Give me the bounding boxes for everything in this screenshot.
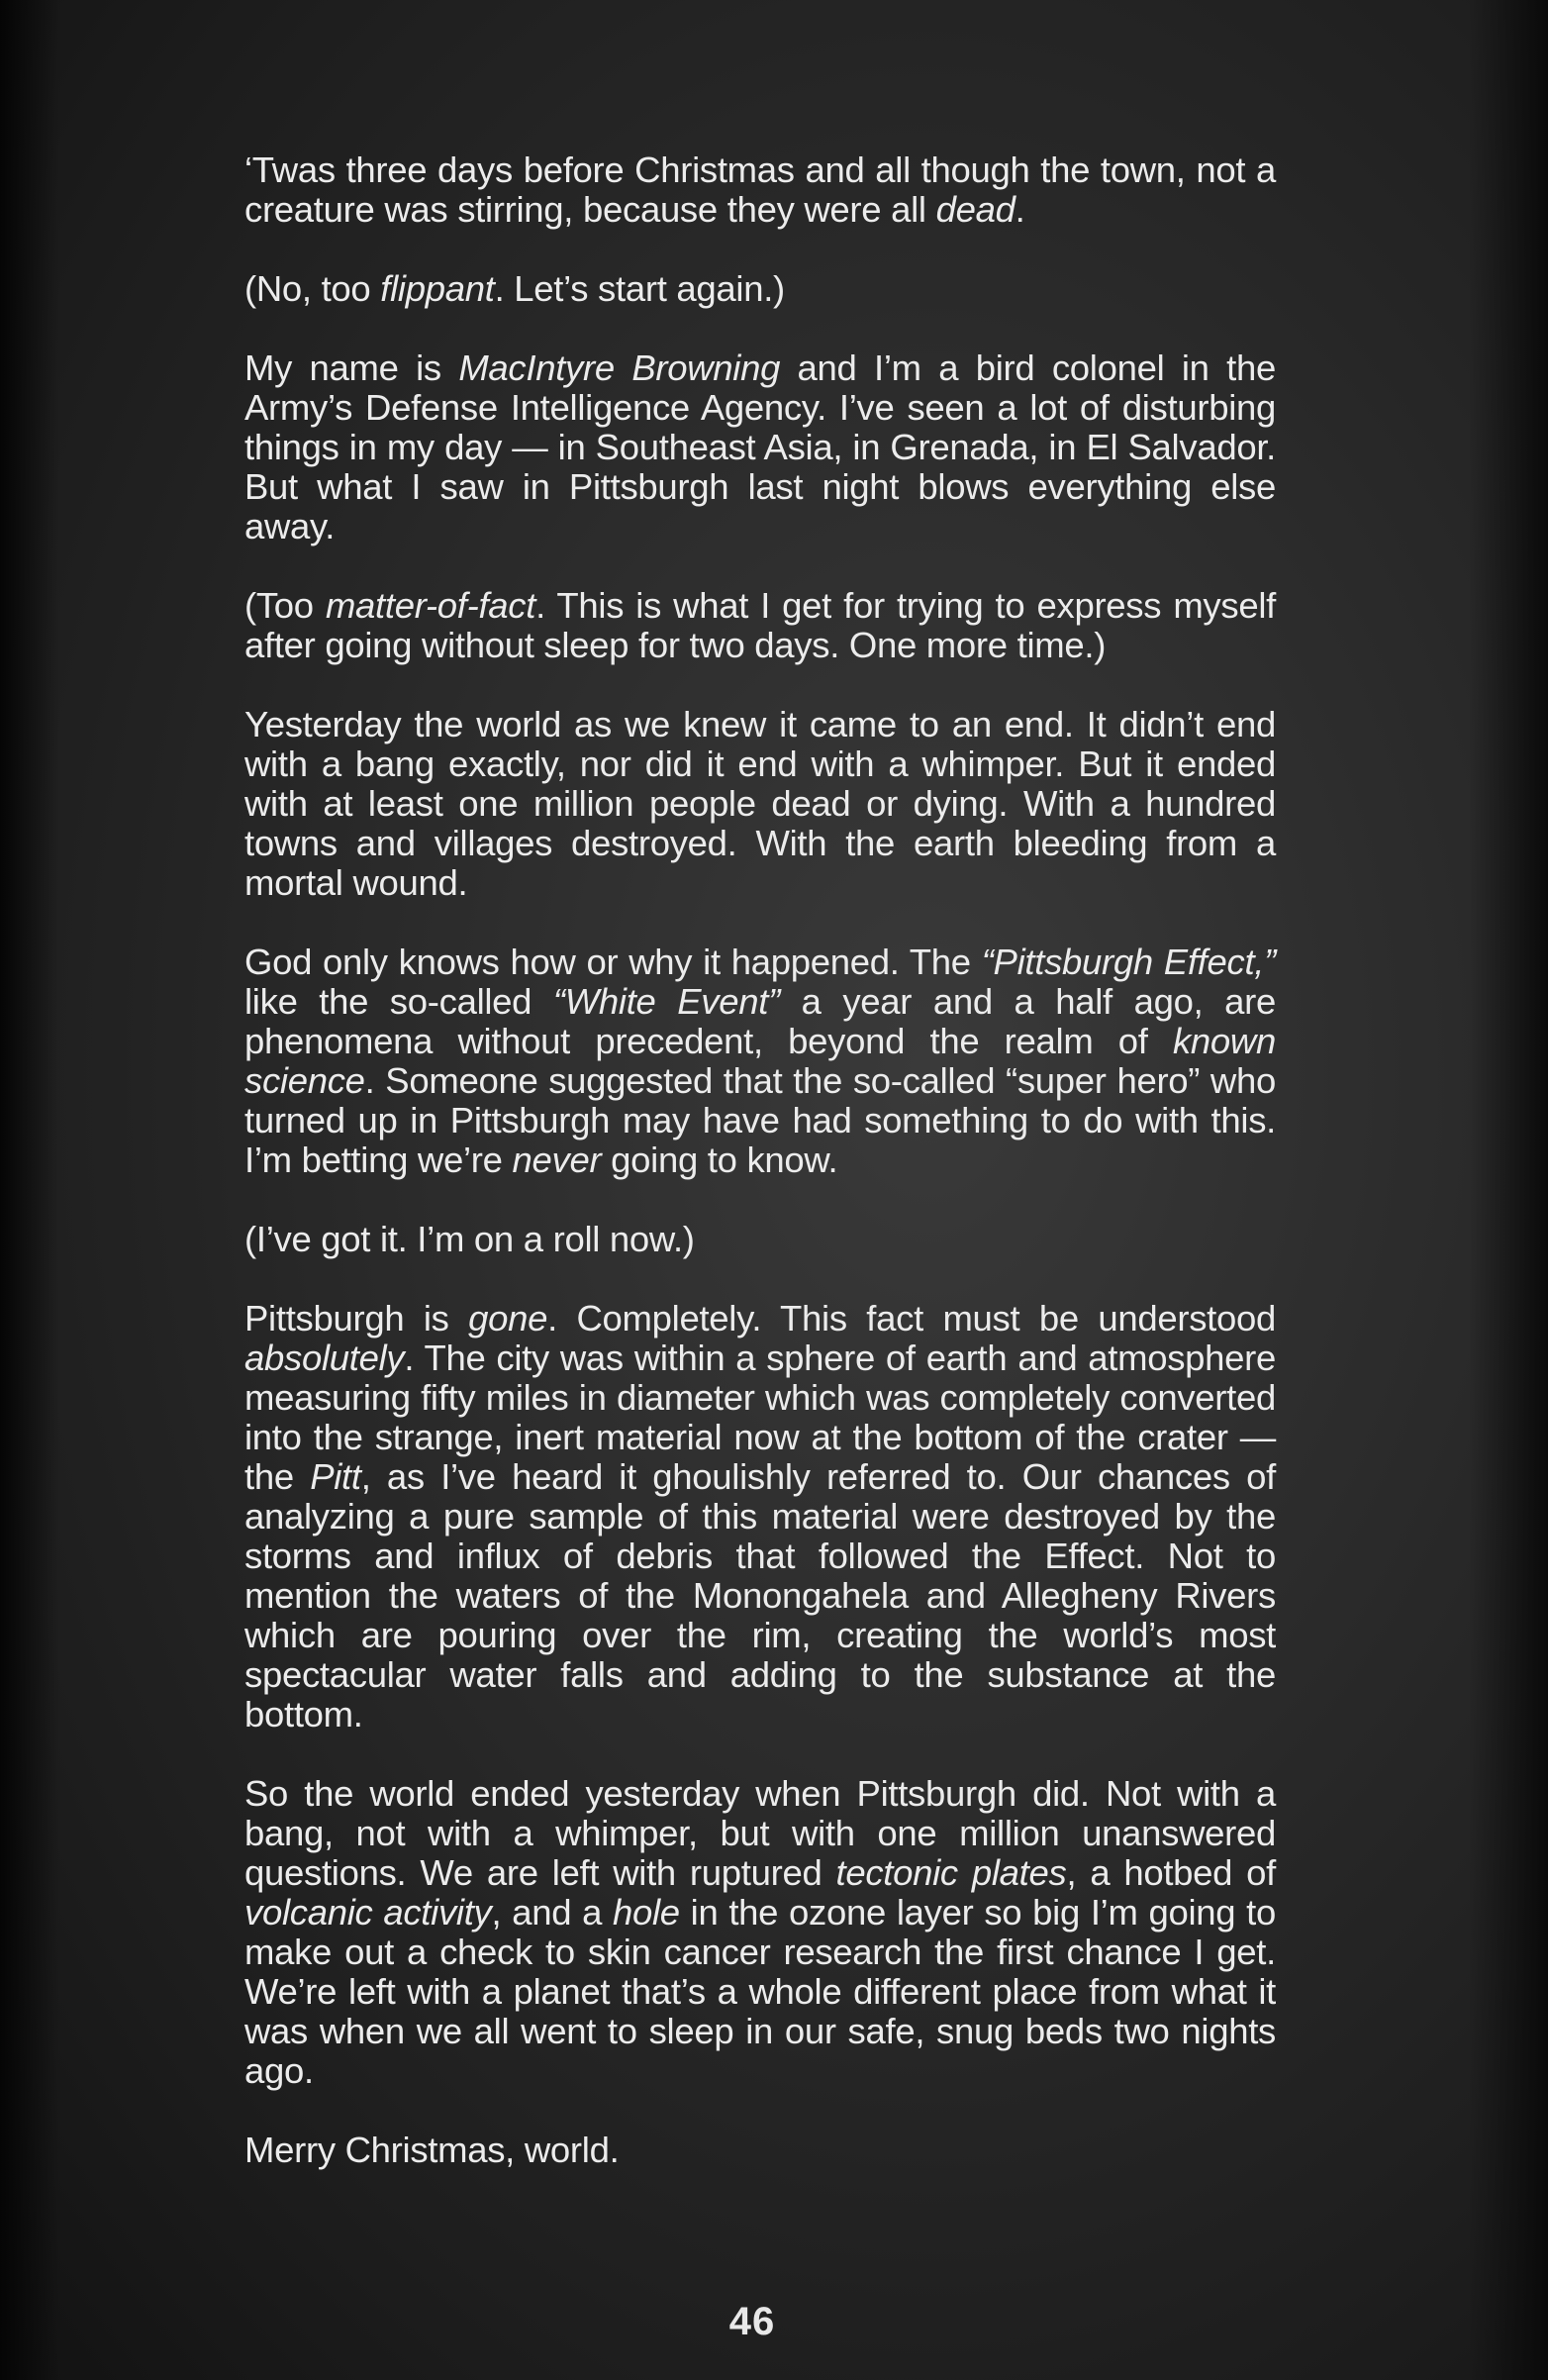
- paragraph: (Too matter-of-fact. This is what I get for trying to express myself after going without sleep for two days. One more time.): [244, 585, 1276, 665]
- paragraph: Merry Christmas, world.: [244, 2130, 620, 2170]
- paragraph: Yesterday the world as we knew it came to an end. It didn’t end with a bang exactly, nor did it end with a whimper. But it ended with at least one million people dead or dying. With a hundred towns and villages destroyed. With the earth bleeding from a mortal wound.: [244, 704, 1276, 903]
- paragraph: So the world ended yesterday when Pittsburgh did. Not with a bang, not with a whimper, but with one million unanswered questions. We are left with ruptured tectonic plates, a hotbed of volcanic activity, and a hole in the ozone layer so big I’m going to make out a check to skin cancer research the first chance I get. We’re left with a planet that’s a whole different place from what it was when we all went to sleep in our safe, snug beds two nights ago.: [244, 1773, 1277, 2091]
- paragraph: My name is MacIntyre Browning and I’m a bird colonel in the Army’s Defense Intelligence Agency. I’ve seen a lot of disturbing things in my day — in Southeast Asia, in Grenada, in El Salvador. But what I saw in Pittsburgh last night blows everything else away.: [244, 347, 1276, 546]
- page-number: 46: [728, 2300, 776, 2343]
- paragraph: (I’ve got it. I’m on a roll now.): [244, 1219, 695, 1259]
- paragraph: Pittsburgh is gone. Completely. This fact must be understood absolutely. The city was within a sphere of earth and atmosphere measuring fifty miles in diameter which was completely converted into the strange, inert material now at the bottom of the crater — the Pitt, as I’ve heard it ghoulishly referred to. Our chances of analyzing a pure sample of this material were destroyed by the storms and influx of debris that followed the Effect. Not to mention the waters of the Monongahela and Allegheny Rivers which are pouring over the rim, creating the world’s most spectacular water falls and adding to the substance at the bottom.: [244, 1298, 1276, 1735]
- body-text: [244, 150, 1276, 2210]
- paragraph: ‘Twas three days before Christmas and all though the town, not a creature was stirring, because they were all dead.: [244, 149, 1276, 230]
- paragraph: (No, too flippant. Let’s start again.): [244, 268, 785, 309]
- paragraph: God only knows how or why it happened. The “Pittsburgh Effect,” like the so-called “White Event” a year and a half ago, are phenomena without precedent, beyond the realm of known science. Someone suggested that the so-called “super hero” who turned up in Pittsburgh may have had something to do with this. I’m betting we’re never going to know.: [244, 942, 1276, 1180]
